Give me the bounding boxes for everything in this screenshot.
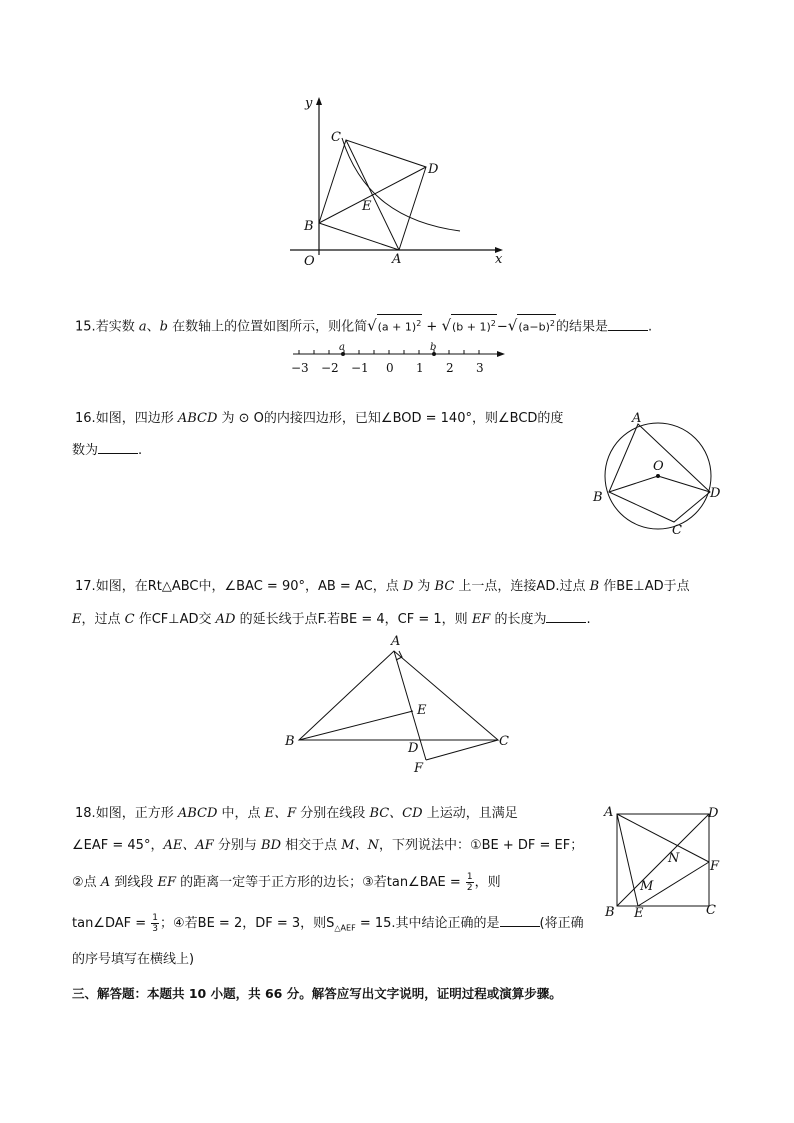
answer-blank-q18[interactable] (500, 914, 540, 927)
label-a: A (632, 411, 642, 426)
section-3-heading: 三、解答题：本题共 10 小题，共 66 分。解答应写出文字说明，证明过程或演算步骤。 (72, 986, 562, 1001)
label-c: C (499, 734, 509, 749)
q14-figure (280, 95, 520, 275)
triangle-abc (299, 651, 498, 740)
tick-label-2: −1 (351, 361, 369, 375)
q16-line1: 16.如图，四边形 ABCD 为 ⊙ O的内接四边形，已知∠BOD = 140°，则∠BCD的度 (75, 411, 564, 426)
label-b: B (285, 734, 295, 749)
label-m: M (640, 879, 654, 894)
tick-label-3: 0 (386, 361, 394, 375)
q18-square-figure (600, 800, 730, 925)
q16-circle-figure (588, 408, 728, 543)
q15-number-line (285, 340, 515, 380)
y-axis-arrow (316, 97, 322, 105)
tick-label-0: −3 (291, 361, 309, 375)
q18-line1: 18.如图，正方形 ABCD 中，点 E、F 分别在线段 BC、CD 上运动，且满足 (75, 806, 518, 821)
segment-cf (426, 740, 498, 760)
number-line-arrow (497, 351, 505, 357)
label-e: E (417, 703, 427, 718)
segment-af (617, 814, 709, 862)
label-b: B (304, 219, 314, 234)
label-f: F (414, 761, 424, 776)
q17-line2: E，过点 C 作CF⊥AD交 AD 的延长线于点F.若BE = 4，CF = 1，则 EF 的长度为 . (72, 612, 591, 627)
label-a: A (391, 634, 401, 649)
label-b: B (593, 490, 603, 505)
label-point-b: b (430, 342, 437, 353)
label-o: O (653, 459, 664, 474)
tick-label-5: 2 (446, 361, 454, 375)
fraction-one-half: $\frac{1}{2}$ (466, 872, 473, 893)
label-a: A (392, 252, 402, 267)
sqrt-term-3: $(a-b)^2$ (517, 314, 556, 337)
q17-line1: 17.如图，在Rt△ABC中，∠BAC = 90°，AB = AC，点 D 为 BC 上一点，连接AD.过点 B 作BE⊥AD于点 (75, 579, 690, 594)
label-f: F (710, 859, 720, 874)
answer-blank-q15[interactable] (608, 318, 648, 331)
sqrt-term-1: $(a + 1)^2$ (377, 314, 423, 337)
q18-line3: ②点 A 到线段 EF 的距离一定等于正方形的边长；③若tan∠BAE = $\frac{1}{2}$ ，则 (72, 872, 501, 893)
label-y: y (305, 96, 313, 111)
tick-label-1: −2 (321, 361, 339, 375)
answer-blank-q17[interactable] (546, 610, 586, 623)
diagonal-bd (617, 814, 709, 906)
label-a: A (604, 805, 614, 820)
tick-label-4: 1 (416, 361, 424, 375)
q17-triangle-figure (280, 630, 520, 775)
label-e: E (634, 906, 644, 921)
q18-line4: tan∠DAF = $\frac{1}{3}$ ；④若BE = 2，DF = 3，则$S_{\triangle AEF} = 15$.其中结论正确的是 (将正确 (72, 913, 584, 934)
segment-ob (609, 476, 658, 492)
center-dot (656, 474, 660, 478)
label-o: O (304, 254, 315, 269)
label-c: C (331, 130, 341, 145)
label-c: C (706, 903, 716, 918)
label-n: N (668, 851, 680, 866)
label-d: D (708, 806, 719, 821)
answer-blank-q16[interactable] (98, 441, 138, 454)
segment-ae (617, 814, 638, 906)
label-point-a: a (339, 342, 345, 353)
label-x: x (495, 252, 503, 267)
tick-label-6: 3 (476, 361, 484, 375)
hyperbola-curve (342, 138, 460, 231)
segment-be (299, 711, 413, 740)
q16-line2: 数为 . (72, 443, 143, 458)
q18-line2: ∠EAF = 45°，AE、AF 分别与 BD 相交于点 M、N，下列说法中：①BE + DF = EF； (72, 838, 584, 853)
label-d: D (408, 741, 419, 756)
label-d: D (710, 486, 721, 501)
diagonal-bd (319, 167, 426, 223)
sqrt-term-2: $(b + 1)^2$ (451, 314, 497, 337)
label-b: B (605, 905, 615, 920)
label-c: C (672, 523, 682, 538)
label-d: D (428, 162, 439, 177)
label-e: E (362, 199, 372, 214)
fraction-one-third: $\frac{1}{3}$ (152, 913, 159, 934)
q15-text: 15.若实数 a、b 在数轴上的位置如图所示，则化简$√(a + 1)^2 + √(b + 1)^2-√(a-b)^2$的结果是 . (75, 314, 652, 337)
q18-line5: 的序号填写在横线上) (72, 952, 195, 967)
number-line-ticks (299, 350, 479, 354)
